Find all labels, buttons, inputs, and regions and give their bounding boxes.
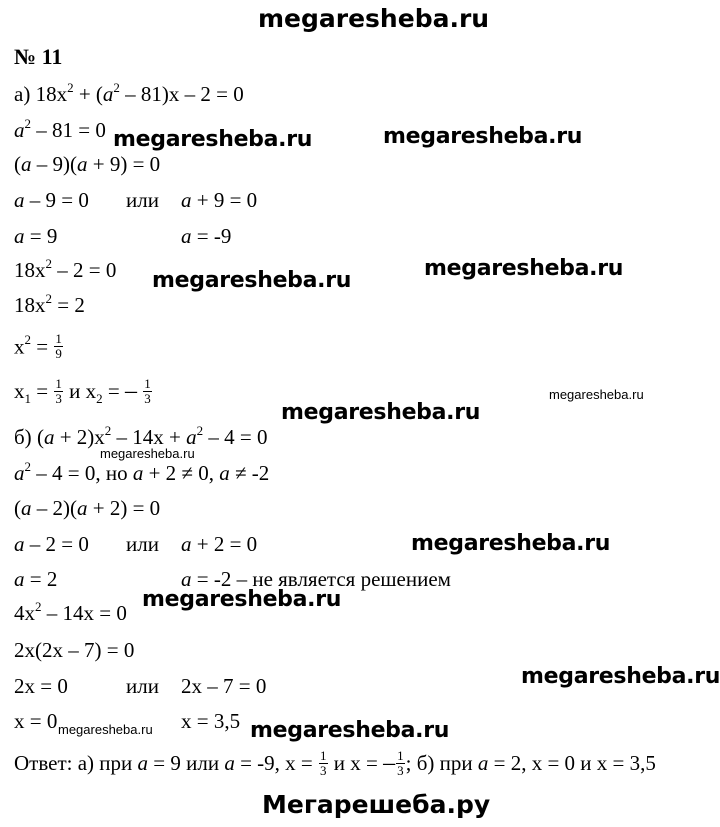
fraction: $\frac{1}{9}$ [55, 331, 62, 361]
part-b-line-8-left: 2x = 0 [14, 674, 68, 698]
part-a-line-5-left: a = 9 [14, 224, 58, 248]
part-b-line-2: $a^2 - 4 = 0$, но a + 2 ≠ 0, a ≠ -2 [14, 459, 270, 485]
footer-watermark: Мегарешеба.ру [262, 790, 491, 819]
watermark-small: megaresheba.ru [58, 722, 153, 737]
part-a-line-4-left: a – 9 = 0 [14, 188, 89, 212]
part-b-line-8-or: или [126, 674, 159, 698]
part-a-line-4-or: или [126, 188, 159, 212]
part-b-line-1: б) $(a + 2)x^2 - 14x + a^2 - 4 = 0$ [14, 423, 268, 449]
part-b-line-9-right: x = 3,5 [181, 709, 241, 733]
watermark: megaresheba.ru [152, 268, 352, 293]
part-a-line-5-right: a = -9 [181, 224, 232, 248]
part-a-line-8: $x^2$ = $\frac{1}{9}$ [14, 331, 62, 361]
fraction: $\frac{1}{3}$ [397, 747, 404, 778]
watermark-small: megaresheba.ru [100, 446, 195, 461]
part-b-line-7: 2x(2x – 7) = 0 [14, 638, 135, 662]
watermark: megaresheba.ru [424, 256, 624, 281]
watermark: megaresheba.ru [281, 400, 481, 425]
answer-line: Ответ: а) при a = 9 или a = -9, x = $\frac{1}{3}$ и x = – $\frac{1}{3}$ ; б) при a = 2, x = 0 и x = 3,5 [14, 747, 656, 778]
part-a-line-1: а) $18x^2 + (a^2 - 81)x - 2 = 0$ [14, 80, 244, 106]
part-b-line-9-left: x = 0 [14, 709, 58, 733]
fraction: $\frac{1}{3}$ [144, 375, 151, 406]
part-b-line-4-or: или [126, 532, 159, 556]
part-b-line-6: $4x^2 - 14x = 0$ [14, 599, 127, 625]
part-a-line-7: $18x^2 = 2$ [14, 291, 85, 317]
part-a-line-9: $x_1$ = $\frac{1}{3}$ и $x_2$ = – $\frac{1}{3}$ [14, 375, 151, 406]
part-a-line-4-right: a + 9 = 0 [181, 188, 258, 212]
part-a-line-3: (a – 9)(a + 9) = 0 [14, 152, 161, 176]
fraction: $\frac{1}{3}$ [55, 375, 62, 406]
watermark: megaresheba.ru [383, 124, 583, 149]
part-b-line-4-left: a – 2 = 0 [14, 532, 89, 556]
watermark: megaresheba.ru [142, 587, 342, 612]
watermark: megaresheba.ru [113, 127, 313, 152]
part-a-line-6: $18x^2 - 2 = 0$ [14, 256, 117, 282]
watermark-small: megaresheba.ru [549, 387, 644, 402]
watermark: megaresheba.ru [250, 718, 450, 743]
header-watermark: megaresheba.ru [258, 4, 490, 33]
part-b-line-3: (a – 2)(a + 2) = 0 [14, 496, 161, 520]
part-b-line-4-right: a + 2 = 0 [181, 532, 258, 556]
watermark: megaresheba.ru [521, 664, 720, 689]
part-b-line-5-left: a = 2 [14, 567, 58, 591]
fraction: $\frac{1}{3}$ [320, 747, 327, 778]
problem-number: № 11 [14, 44, 63, 69]
part-b-line-5-right: a = -2 – не является решением [181, 567, 451, 591]
part-a-line-2: $a^2 - 81 = 0$ [14, 116, 106, 142]
part-b-line-8-right: 2x – 7 = 0 [181, 674, 267, 698]
watermark: megaresheba.ru [411, 531, 611, 556]
